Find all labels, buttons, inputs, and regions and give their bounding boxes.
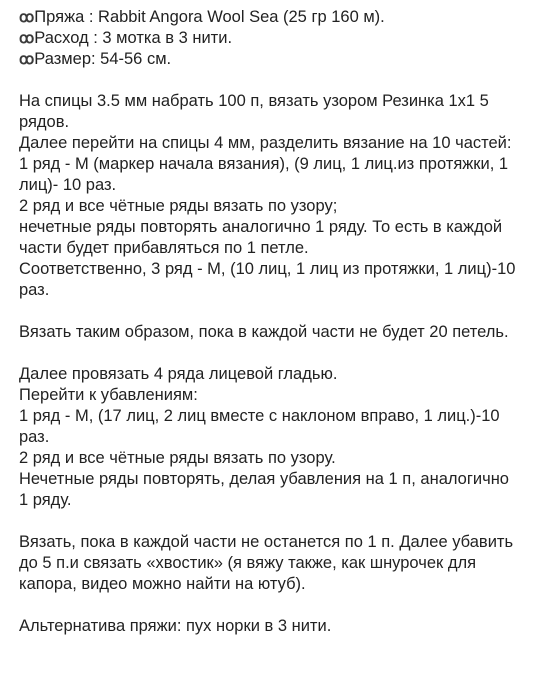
consumption-line (19, 28, 544, 49)
spacer (19, 70, 544, 91)
text-line: лиц)- 10 раз. (19, 176, 117, 194)
text-line: капора, видео можно найти на ютуб). (19, 575, 306, 593)
yarn-text: Пряжа : Rabbit Angora Wool Sea (25 гр 160 м). (34, 8, 385, 26)
spacer (19, 301, 544, 322)
infinity-glyph-icon: ꝏ (19, 9, 34, 26)
spacer (19, 595, 544, 616)
size-text: Размер: 54-56 см. (34, 50, 172, 68)
text-line: Перейти к убавлениям: (19, 386, 198, 404)
text-line: 1 ряд - М (маркер начала вязания), (9 лиц, 1 лиц.из протяжки, 1 (19, 155, 509, 173)
text-line: нечетные ряды повторять аналогично 1 ряду. То есть в каждой (19, 218, 503, 236)
text-line: до 5 п.и связать «хвостик» (я вяжу также, как шнурочек для (19, 554, 477, 572)
text-line: части будет прибавляться по 1 петле. (19, 239, 309, 257)
yarn-line (19, 7, 544, 28)
text-line: 1 ряду. (19, 491, 72, 509)
text-line: Соответственно, 3 ряд - М, (10 лиц, 1 лиц из протяжки, 1 лиц)-10 (19, 260, 516, 278)
infinity-glyph-icon: ꝏ (19, 51, 34, 68)
text-line: раз. (19, 428, 50, 446)
text-line: Вязать, пока в каждой части не останется по 1 п. Далее убавить (19, 533, 514, 551)
size-line (19, 49, 544, 70)
spacer (19, 511, 544, 532)
text-line: Альтернатива пряжи: пух норки в 3 нити. (19, 617, 332, 635)
infinity-glyph-icon: ꝏ (19, 30, 34, 47)
text-line: 1 ряд - М, (17 лиц, 2 лиц вместе с наклоном вправо, 1 лиц.)-10 (19, 407, 500, 425)
spacer (19, 343, 544, 364)
text-line: 2 ряд и все чётные ряды вязать по узору. (19, 449, 336, 467)
text-line: 2 ряд и все чётные ряды вязать по узору; (19, 197, 338, 215)
text-line: Далее перейти на спицы 4 мм, разделить вязание на 10 частей: (19, 134, 512, 152)
text-line: На спицы 3.5 мм набрать 100 п, вязать узором Резинка 1х1 5 (19, 92, 489, 110)
text-line: рядов. (19, 113, 70, 131)
text-line: Вязать таким образом, пока в каждой части не будет 20 петель. (19, 323, 509, 341)
consumption-text: Расход : 3 мотка в 3 нити. (34, 29, 233, 47)
text-line: Далее провязать 4 ряда лицевой гладью. (19, 365, 338, 383)
recipe-document (19, 7, 544, 637)
text-line: раз. (19, 281, 50, 299)
text-line: Нечетные ряды повторять, делая убавления на 1 п, аналогично (19, 470, 509, 488)
